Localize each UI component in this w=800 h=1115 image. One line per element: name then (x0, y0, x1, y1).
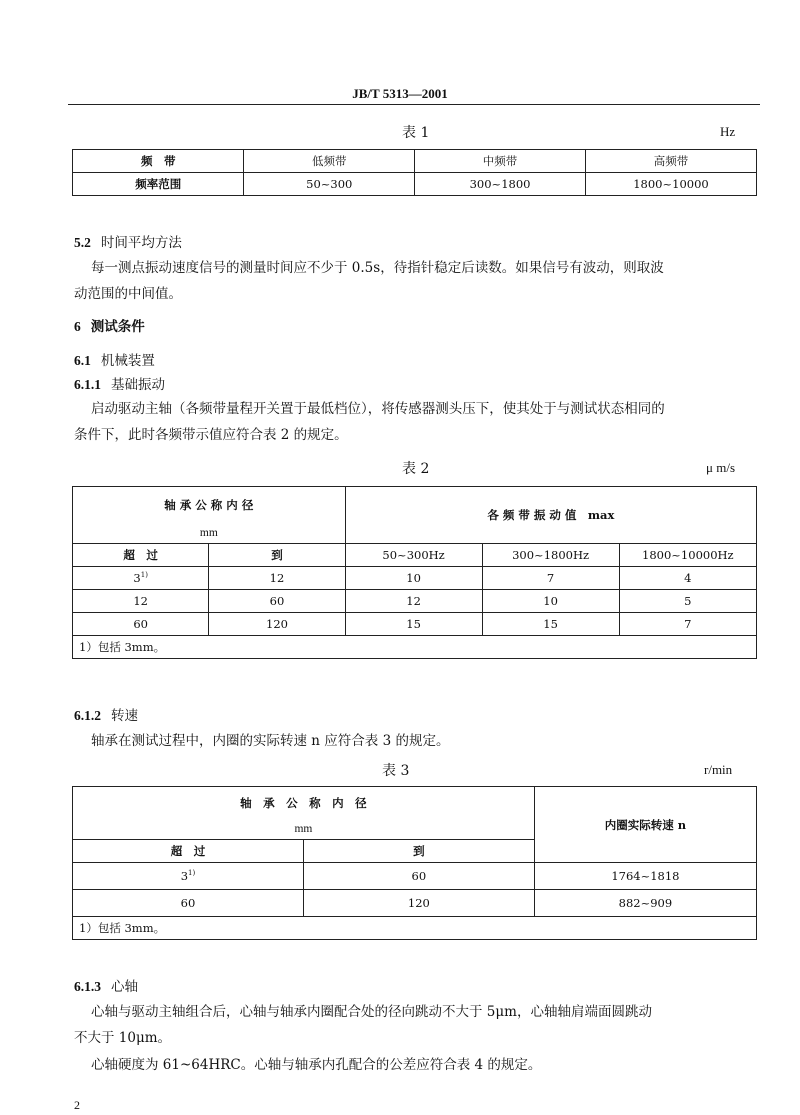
table3-subheader-cell: 到 (303, 840, 534, 863)
table-row (73, 890, 757, 917)
table2-cell (73, 567, 209, 590)
header-rule (68, 104, 760, 105)
table3-mm-label: mm (294, 823, 313, 835)
paragraph-line: 心轴与驱动主轴组合后，心轴与轴承内圈配合处的径向跳动不大于 5μm，心轴轴肩端面圆跳动 (91, 1004, 652, 1020)
table3 (72, 786, 757, 940)
section-number: 6.1.1 (74, 377, 101, 392)
table2-caption: 表 2 (402, 461, 430, 477)
table2-cell: 15 (345, 613, 482, 636)
table2-cell: 60 (209, 590, 345, 613)
table2-cell: 10 (482, 590, 619, 613)
table3-speed-header: 内圈实际转速 n (534, 787, 756, 863)
table-row (73, 590, 757, 613)
table2-cell: 60 (73, 613, 209, 636)
table2-cell-value: 3 (133, 571, 141, 585)
table2-max-header: 各 频 带 振 动 值 max (345, 487, 756, 544)
paragraph-line: 动范围的中间值。 (74, 286, 182, 302)
section-number: 6.1 (74, 353, 91, 368)
section-title: 转速 (111, 708, 138, 724)
section-title: 基础振动 (111, 377, 165, 393)
table2-cell: 4 (619, 567, 756, 590)
table3-footnote: 1）包括 3mm。 (73, 917, 757, 940)
section-heading (74, 976, 138, 998)
table3-cell: 120 (303, 890, 534, 917)
table1-header-cell: 高频带 (585, 150, 756, 173)
table1-cell: 50~300 (244, 173, 415, 196)
table3-cell (73, 863, 304, 890)
table2-unit: μ m/s (706, 460, 736, 475)
section-number: 5.2 (74, 235, 91, 250)
table2-cell: 12 (209, 567, 345, 590)
table2-cell: 12 (345, 590, 482, 613)
table3-cell: 60 (303, 863, 534, 890)
footnote-marker: 1) (188, 869, 196, 878)
table3-bore-header (73, 787, 535, 840)
table1-header-cell: 中频带 (415, 150, 586, 173)
table1 (72, 149, 757, 196)
paragraph-line: 条件下，此时各频带示值应符合表 2 的规定。 (74, 427, 348, 443)
table2-cell: 5 (619, 590, 756, 613)
paragraph-line: 心轴硬度为 61~64HRC。心轴与轴承内孔配合的公差应符合表 4 的规定。 (91, 1057, 542, 1073)
table3-cell-value: 3 (180, 869, 189, 883)
table3-bore-label: 轴 承 公 称 内 径 (240, 796, 367, 810)
table2-cell: 10 (345, 567, 482, 590)
section-number: 6 (74, 319, 81, 334)
table2-subheader-cell: 300~1800Hz (482, 544, 619, 567)
table3-unit: r/min (704, 762, 733, 777)
table2-cell: 15 (482, 613, 619, 636)
table1-cell: 1800~10000 (585, 173, 756, 196)
table2-subheader-cell: 超 过 (73, 544, 209, 567)
table-row (73, 173, 757, 196)
table1-cell: 频率范围 (73, 173, 244, 196)
table3-cell: 1764~1818 (534, 863, 756, 890)
paragraph-line: 启动驱动主轴（各频带量程开关置于最低档位），将传感器测头压下，使其处于与测试状态相同的 (91, 401, 665, 417)
table2 (72, 486, 757, 659)
section-title: 机械装置 (100, 353, 155, 369)
paragraph-line: 每一测点振动速度信号的测量时间应不少于 0.5s，待指针稳定后读数。如果信号有波动，则取波 (91, 260, 664, 276)
table2-subheader-cell: 1800~10000Hz (619, 544, 756, 567)
table2-subheader-row (73, 544, 757, 567)
table1-unit: Hz (720, 124, 736, 139)
table1-header-cell: 频 带 (73, 150, 244, 173)
table1-caption: 表 1 (402, 125, 430, 141)
table3-header-row (73, 787, 757, 840)
table2-cell: 120 (209, 613, 345, 636)
table-row (73, 613, 757, 636)
table3-cell: 882~909 (534, 890, 756, 917)
section-heading (74, 350, 155, 372)
section-title: 时间平均方法 (100, 235, 182, 251)
section-number: 6.1.2 (74, 708, 101, 723)
table3-subheader-cell: 超 过 (73, 840, 304, 863)
table-row (73, 863, 757, 890)
table2-cell: 12 (73, 590, 209, 613)
table3-caption: 表 3 (382, 763, 410, 779)
table3-note-row (73, 917, 757, 940)
paragraph-line: 不大于 10μm。 (74, 1030, 172, 1046)
section-title: 心轴 (111, 979, 138, 995)
table1-cell: 300~1800 (415, 173, 586, 196)
table2-bore-header (73, 487, 346, 544)
table2-footnote: 1）包括 3mm。 (73, 636, 757, 659)
section-title: 测试条件 (90, 319, 145, 335)
table2-bore-label: 轴 承 公 称 内 径 (164, 498, 254, 512)
section-heading (74, 705, 138, 727)
table2-mm-label: mm (199, 527, 218, 539)
page-number: 2 (74, 1098, 80, 1112)
table3-cell: 60 (73, 890, 304, 917)
table2-cell: 7 (482, 567, 619, 590)
paragraph-line: 轴承在测试过程中，内圈的实际转速 n 应符合表 3 的规定。 (91, 733, 450, 749)
table1-header-row (73, 150, 757, 173)
table2-cell: 7 (619, 613, 756, 636)
table2-subheader-cell: 到 (209, 544, 345, 567)
table2-subheader-cell: 50~300Hz (345, 544, 482, 567)
section-heading (74, 374, 165, 396)
document-header: JB/T 5313—2001 (352, 86, 448, 101)
footnote-marker: 1) (140, 571, 148, 580)
section-number: 6.1.3 (74, 979, 101, 994)
section-heading (74, 316, 145, 338)
table1-header-cell: 低频带 (244, 150, 415, 173)
table-row (73, 567, 757, 590)
table2-note-row (73, 636, 757, 659)
table2-header-row (73, 487, 757, 544)
section-heading (74, 232, 182, 254)
